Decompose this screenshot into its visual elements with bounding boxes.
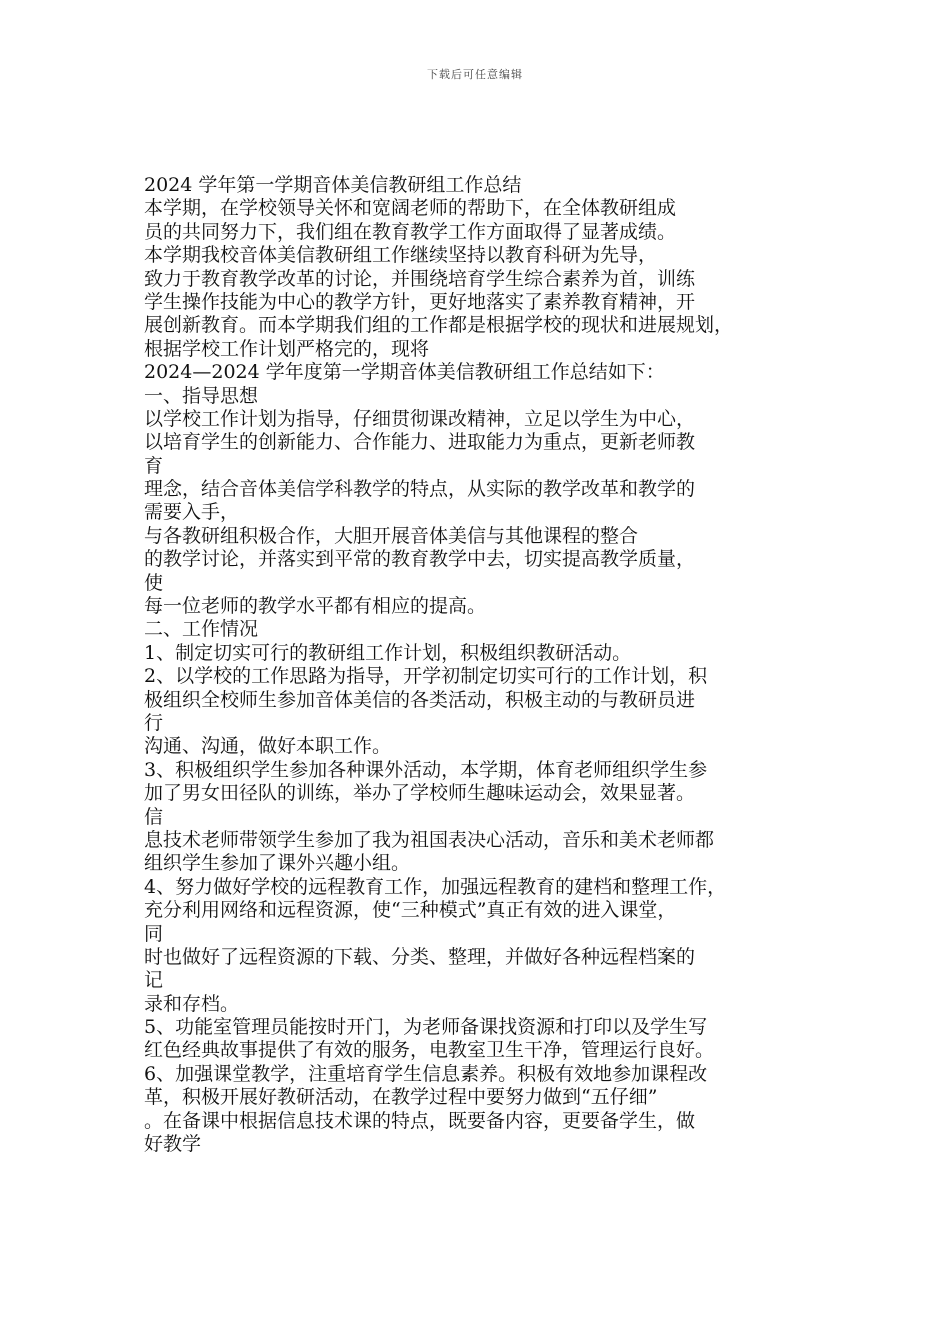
document-line: 以学校工作计划为指导，仔细贯彻课改精神，立足以学生为中心，: [144, 407, 696, 430]
document-line: 6、加强课堂教学，注重培育学生信息素养。积极有效地参加课程改: [144, 1062, 708, 1085]
page-header-note: 下载后可任意编辑: [427, 68, 523, 81]
document-line: 组织学生参加了课外兴趣小组。: [144, 852, 411, 875]
document-line: 充分利用网络和远程资源，使“三种模式”真正有效的进入课堂，: [144, 899, 677, 922]
document-line: 同: [144, 922, 164, 945]
document-line: 二、工作情况: [144, 618, 259, 641]
document-line: 与各教研组积极合作，大胆开展音体美信与其他课程的整合: [144, 524, 639, 547]
document-line: 展创新教育。而本学期我们组的工作都是根据学校的现状和进展规划，: [144, 314, 734, 337]
document-line: 需要入手，: [144, 501, 240, 524]
document-body: [144, 174, 816, 1156]
document-line: 本学期，在学校领导关怀和宽阔老师的帮助下，在全体教研组成: [144, 197, 677, 220]
document-line: 以培育学生的创新能力、合作能力、进取能力为重点，更新老师教: [144, 431, 696, 454]
document-line: 信: [144, 805, 164, 828]
document-line: 2、以学校的工作思路为指导，开学初制定切实可行的工作计划，积: [144, 665, 708, 688]
document-line: 极组织全校师生参加音体美信的各类活动，积极主动的与教研员进: [144, 688, 696, 711]
document-line: 记: [144, 969, 164, 992]
document-line: 1、制定切实可行的教研组工作计划，积极组织教研活动。: [144, 641, 632, 664]
document-line: 录和存档。: [144, 992, 240, 1015]
document-line: 使: [144, 571, 164, 594]
document-line: 员的共同努力下，我们组在教育教学工作方面取得了显著成绩。: [144, 220, 677, 243]
document-line: 的教学讨论，并落实到平常的教育教学中去，切实提高教学质量，: [144, 548, 696, 571]
document-line: 沟通、沟通，做好本职工作。: [144, 735, 392, 758]
document-line: 。在备课中根据信息技术课的特点，既要备内容，更要备学生，做: [144, 1109, 696, 1132]
document-line: 息技术老师带领学生参加了我为祖国表决心活动，音乐和美术老师都: [144, 828, 715, 851]
document-line: 好教学: [144, 1133, 202, 1156]
document-line: 育: [144, 454, 164, 477]
document-line: 3、积极组织学生参加各种课外活动，本学期，体育老师组织学生参: [144, 758, 708, 781]
document-line: 加了男女田径队的训练，举办了学校师生趣味运动会，效果显著。: [144, 782, 696, 805]
document-line: 每一位老师的教学水平都有相应的提高。: [144, 595, 487, 618]
document-line: 2024—2024 学年度第一学期音体美信教研组工作总结如下：: [144, 361, 665, 384]
document-line: 行: [144, 711, 164, 734]
document-line: 根据学校工作计划严格完的，现将: [144, 337, 430, 360]
document-line: 学生操作技能为中心的教学方针，更好地落实了素养教育精神，开: [144, 290, 696, 313]
document-line: 4、努力做好学校的远程教育工作，加强远程教育的建档和整理工作，: [144, 875, 727, 898]
document-title: 2024 学年第一学期音体美信教研组工作总结: [144, 174, 522, 196]
document-line: 红色经典故事提供了有效的服务，电教室卫生干净，管理运行良好。: [144, 1039, 715, 1062]
document-line: 一、指导思想: [144, 384, 259, 407]
document-line: 本学期我校音体美信教研组工作继续坚持以教育科研为先导，: [144, 244, 658, 267]
document-line: 革，积极开展好教研活动，在教学过程中要努力做到“五仔细”: [144, 1086, 658, 1109]
document-line: 时也做好了远程资源的下载、分类、整理，并做好各种远程档案的: [144, 945, 696, 968]
document-line: 理念，结合音体美信学科教学的特点，从实际的教学改革和教学的: [144, 478, 696, 501]
document-line: 致力于教育教学改革的讨论，并围绕培育学生综合素养为首，训练: [144, 267, 696, 290]
document-line: 5、功能室管理员能按时开门，为老师备课找资源和打印以及学生写: [144, 1016, 708, 1039]
